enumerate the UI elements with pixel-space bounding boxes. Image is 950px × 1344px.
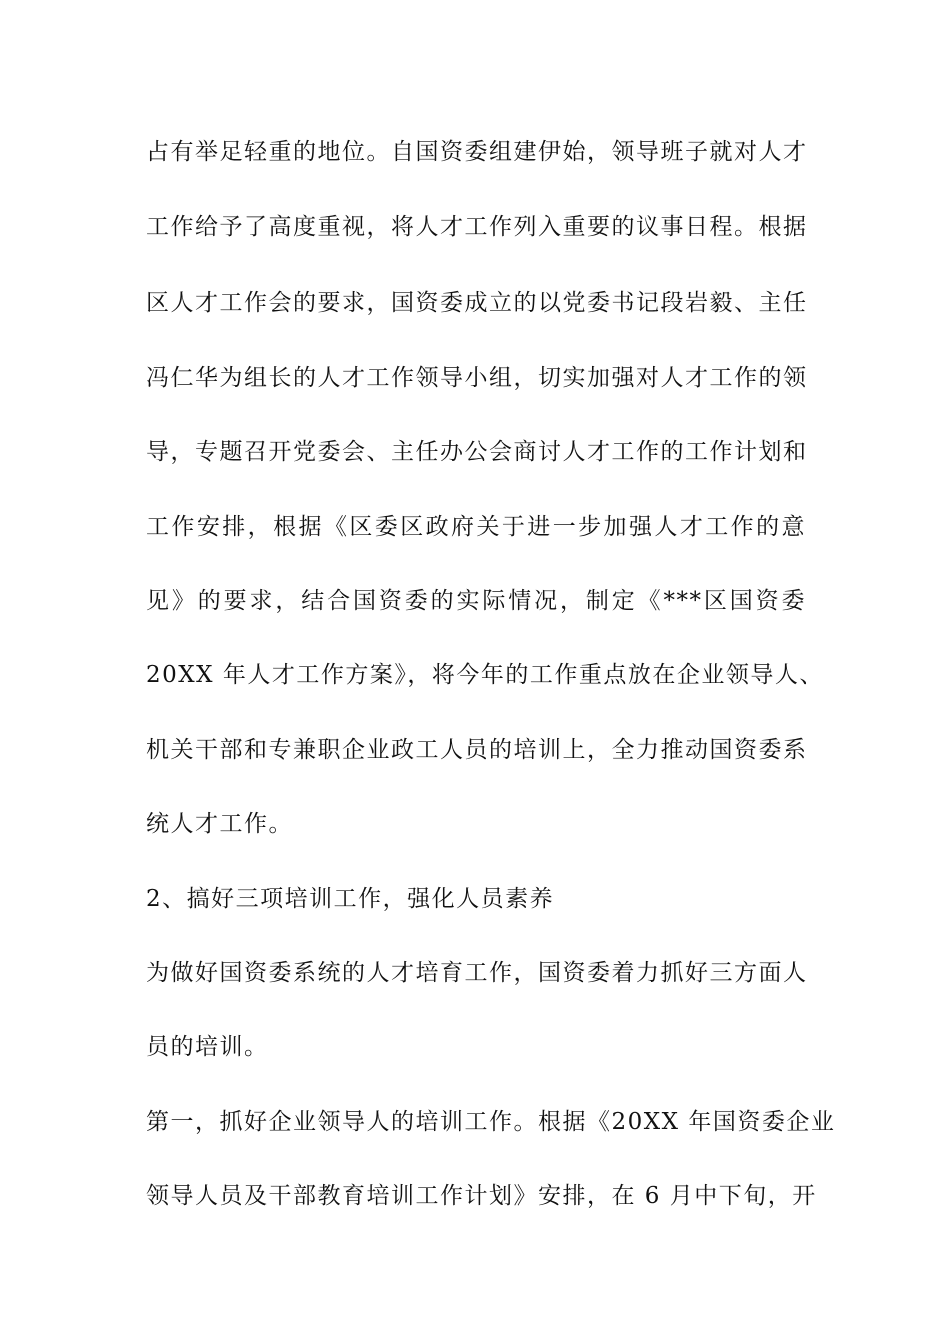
body-text-line: 领导人员及干部教育培训工作计划》安排，在 6 月中下旬，开 xyxy=(146,1183,817,1209)
body-text-line: 机关干部和专兼职企业政工人员的培训上，全力推动国资委系 xyxy=(146,737,808,763)
body-text-line: 第一，抓好企业领导人的培训工作。根据《20XX 年国资委企业 xyxy=(146,1109,836,1135)
body-text-line: 统人才工作。 xyxy=(146,811,293,837)
body-text-line: 员的培训。 xyxy=(146,1034,269,1060)
body-text-line: 见》的要求，结合国资委的实际情况，制定《***区国资委 xyxy=(146,588,806,614)
body-text-line: 占有举足轻重的地位。自国资委组建伊始，领导班子就对人才 xyxy=(146,139,808,165)
body-text-line: 冯仁华为组长的人才工作领导小组，切实加强对人才工作的领 xyxy=(146,365,808,391)
body-text-line: 为做好国资委系统的人才培育工作，国资委着力抓好三方面人 xyxy=(146,960,808,986)
body-text-line: 导，专题召开党委会、主任办公会商讨人才工作的工作计划和 xyxy=(146,439,808,465)
body-text-line: 工作给予了高度重视，将人才工作列入重要的议事日程。根据 xyxy=(146,214,808,240)
section-heading: 2、搞好三项培训工作，强化人员素养 xyxy=(146,886,555,912)
body-text-line: 20XX 年人才工作方案》，将今年的工作重点放在企业领导人、 xyxy=(146,662,824,688)
body-text-line: 工作安排，根据《区委区政府关于进一步加强人才工作的意 xyxy=(146,514,806,540)
body-text-line: 区人才工作会的要求，国资委成立的以党委书记段岩毅、主任 xyxy=(146,290,808,316)
